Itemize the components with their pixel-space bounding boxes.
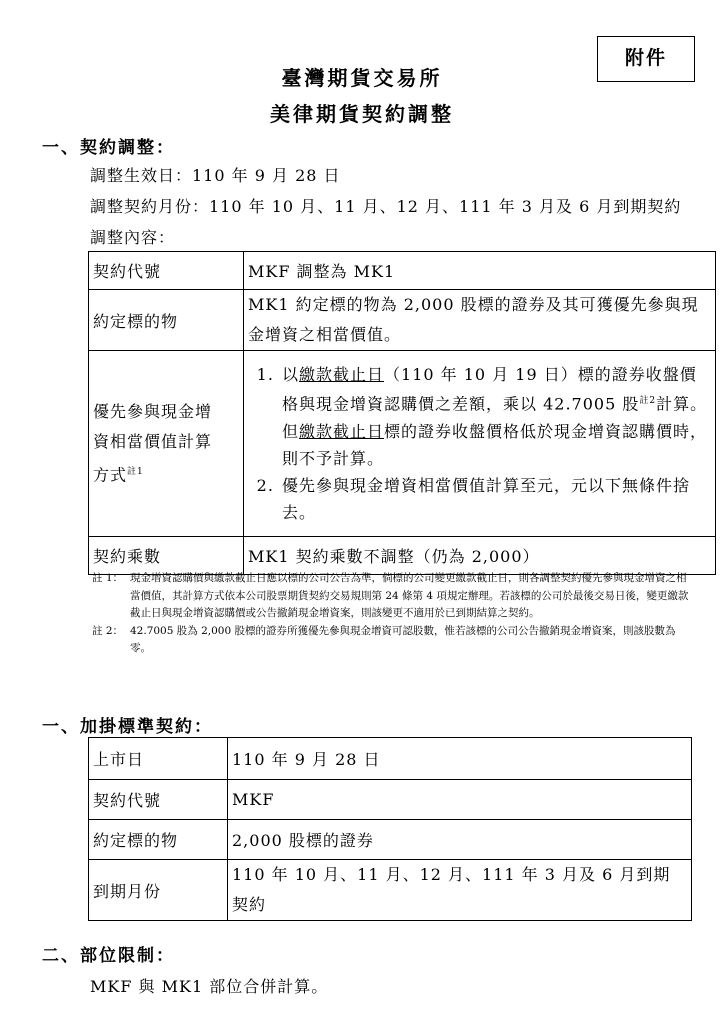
cell-value: 110 年 9 月 28 日 — [228, 738, 692, 780]
cell-label: 契約代號 — [89, 252, 244, 290]
footnotes — [92, 570, 692, 658]
calc-method-label: 優先參與現金增資相當價值計算方式 — [93, 401, 213, 485]
calc-list — [254, 361, 709, 525]
cell-label: 契約代號 — [89, 780, 228, 820]
section1-heading: 一、契約調整： — [42, 138, 175, 158]
note2-ref: 註2 — [639, 396, 657, 407]
deadline-term: 繳款截止日 — [299, 365, 385, 385]
cell-value: 110 年 10 月、11 月、12 月、111 年 3 月及 6 月到期契約 — [228, 860, 692, 921]
table-row — [89, 780, 692, 820]
table-row — [89, 537, 716, 575]
cell-label — [89, 351, 244, 537]
list-item: 2. 優先參與現金增資相當價值計算至元，元以下無條件捨去。 — [280, 472, 709, 526]
effective-date: 調整生效日：110 年 9 月 28 日 — [90, 166, 341, 185]
adjustment-table — [88, 251, 716, 575]
adjusted-months: 調整契約月份：110 年 10 月、11 月、12 月、111 年 3 月及 6 月到期契約 — [90, 197, 682, 216]
cell-value: MKF 調整為 MK1 — [244, 252, 716, 290]
list-item: 1. 以繳款截止日（110 年 10 月 19 日）標的證券收盤價格與現金增資認購價之差額，乘以 42.7005 股$^{註2}$計算。但繳款截止日標的證券收盤價格低於現金增資認購價時，則不予計算。 — [280, 361, 709, 471]
standard-contract-table — [88, 737, 692, 921]
footnote-1: 註 1： 現金增資認購價與繳款截止日應以標的公司公告為準，倘標的公司變更繳款截止日，則各調整契約優先參與現金增資之相當價值，其計算方式依本公司股票期貨契約交易規則第 24 條第 4 項規定辦理。若該標的公司於最後交易日後，變更繳款截止日與現金增資認購價或公告撤銷現金增資案，則該變更不適用於已到期結算之契約。 — [92, 572, 689, 619]
table-row — [89, 290, 716, 351]
cell-value — [244, 351, 716, 537]
table-row — [89, 738, 692, 780]
page-subtitle: 美律期貨契約調整 — [270, 102, 454, 126]
cell-value: MK1 契約乘數不調整（仍為 2,000） — [244, 537, 716, 575]
section3-heading: 二、部位限制： — [42, 946, 175, 966]
note1-ref: 註1 — [127, 466, 144, 477]
table-row — [89, 351, 716, 537]
cell-label: 約定標的物 — [89, 820, 228, 860]
table-row — [89, 820, 692, 860]
table-row — [89, 252, 716, 290]
cell-label: 上市日 — [89, 738, 228, 780]
cell-value: MK1 約定標的物為 2,000 股標的證券及其可獲優先參與現金增資之相當價值。 — [244, 290, 716, 351]
cell-value: MKF — [228, 780, 692, 820]
cell-label: 約定標的物 — [89, 290, 244, 351]
cell-label: 到期月份 — [89, 860, 228, 921]
deadline-term: 繳款截止日 — [299, 421, 385, 441]
table-row — [89, 860, 692, 921]
footnote-2: 註 2： 42.7005 股為 2,000 股標的證券所獲優先參與現金增資可認股數，惟若該標的公司公告撤銷現金增資案，則該股數為零。 — [92, 624, 676, 654]
attachment-label: 附件 — [597, 36, 695, 82]
content-label: 調整內容： — [90, 228, 176, 247]
cell-label: 契約乘數 — [89, 537, 244, 575]
cell-value: 2,000 股標的證券 — [228, 820, 692, 860]
position-limit-text: MKF 與 MK1 部位合併計算。 — [90, 977, 329, 996]
page-title: 臺灣期貨交易所 — [281, 66, 443, 90]
section2-heading: 一、加掛標準契約： — [42, 717, 213, 737]
